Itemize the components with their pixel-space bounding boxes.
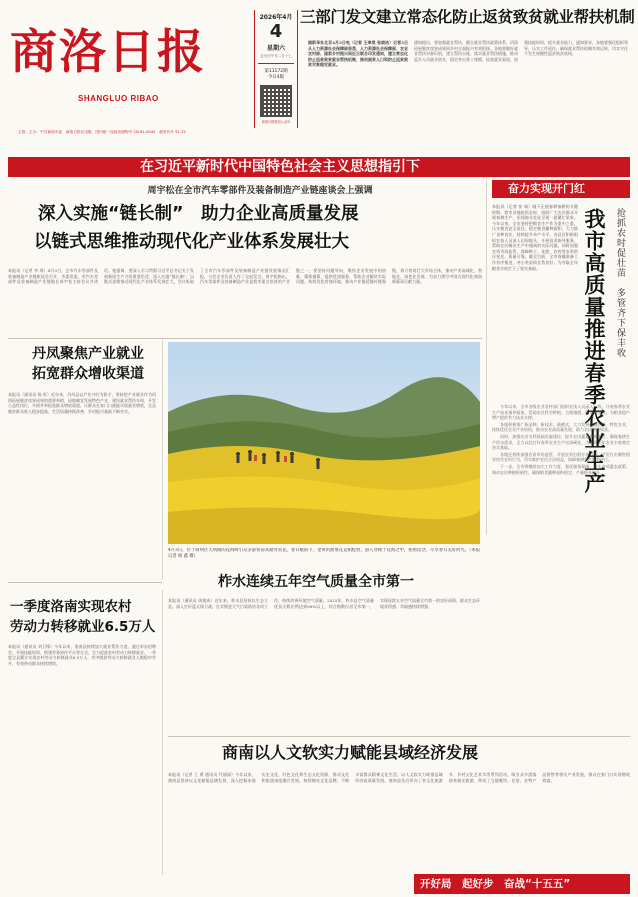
main-banner-text: 在习近平新时代中国特色社会主义思想指引下 [140,159,420,175]
sidebar-lead [492,204,578,400]
lunar-date: 农历丙午年二月十七 [260,54,292,58]
luonan-body: 本报讯（通讯员 刘卫锋）今年以来，洛南县持续加大就业帮扶力度，通过举办招聘会、开展技能培训、搭建劳务协作平台等方式，全力促进农村劳动力转移就业。一季度全县累计实现农村劳动力转移就业6.5万人，其中脱贫劳动力转移就业人数稳中有升，有效带动群众持续增收。 [8,644,156,666]
masthead-logo: 商洛日报 [10,25,206,80]
left-column-divider [162,340,163,580]
sidebar-headline-main[interactable]: 我市高质量推进春季农业生产 [582,208,606,494]
masthead [0,0,638,158]
culture-divider [168,736,630,737]
qr-code[interactable] [260,85,292,117]
sidebar-divider [486,180,487,535]
date-day: 4 [269,21,283,42]
page-count: 今日4版 [267,75,285,80]
sidebar-headline-sub: 抢抓农时促壮苗 多管齐下保丰收 [615,208,625,358]
date-year-month: 2026年4月 [259,14,293,21]
feature-headline-1[interactable]: 深入实施“链长制” 助力企业高质量发展 [38,204,359,224]
culture-headline[interactable]: 商南以人文软实力赋能县域经济发展 [222,743,479,762]
top-story-lead: 据新华社北京4月3日电（记者 王聿昊 张晓洁）记者3日从人力资源社会保障部获悉，人力资源社会保障部、农业农村部、国家乡村振兴局近日联合印发通知，建立常态化防止返贫致贫就业帮扶机制，推动脱贫人口和防止返贫致贫对象稳定就业。 [308,40,408,68]
air-headline[interactable]: 柞水连续五年空气质量全市第一 [218,574,414,590]
issue-number: 第11172期 [264,69,288,74]
luonan-divider [8,582,162,583]
top-story-body: 通知提出，要加强就业帮扶，健全就业帮扶政策体系，巩固拓展脱贫攻坚成果同乡村全面振兴有效衔接。各地要做好就业帮扶对象识别，建立帮扶台账，落实就业帮扶措施，推动返乡人员就业创业，稳定外出务工规模，拓宽就业渠道，加强技能培训，提升就业能力。通知要求，各地要强化组织领导，压实工作责任，确保就业帮扶机制有效运转，切实守住不发生规模性返贫致贫底线。 [414,40,628,62]
news-photo[interactable] [168,342,480,544]
culture-body: 本报讯（记者 王 勇 通讯员 代丽丽）今年以来，商南县坚持以文化赋能县域发展，深入挖掘本地历史文化、红色文化和生态文化资源，推动文化和旅游深度融合发展，持续擦亮文化品牌，不断丰富群众精神文化生活，以人文软实力助推县域经济高质量发展。商南县先后举办了茶文化旅游节、乡村文化艺术节等系列活动，吸引众多游客前来观光旅游，带动了当地餐饮、住宿、农特产品销售等相关产业发展，群众在家门口实现增收致富。 [168,772,630,783]
feature-headline-2[interactable]: 以链式思维推动现代化产业体系发展壮大 [34,232,349,252]
date-box [254,10,298,128]
photo-caption: 4月3日，位于商州区大荆镇的花海吸引众多游客前来踏青赏花。春日暖阳下，金黄的油菜花竞相绽放，游人穿梭于花海之中，拍照留念，尽享春日美好时光。（本报记者 杨 鑫 摄） [168,548,480,559]
top-story [300,6,635,152]
lower-left-divider [162,590,163,875]
sponsor-line: 主管、主办：中共商洛市委 商洛日报社出版 国内统一连续出版物号 CN 61-0045 邮发代号 51-32 [18,130,186,134]
luonan-headline-1[interactable]: 一季度洛南实现农村 [10,599,132,615]
footer-banner-text: 开好局 起好步 奋战“十五五” [420,878,571,890]
air-body: 本报讯（通讯员 周建成）近年来，柞水县坚持以生态立县，深入打好蓝天保卫战，扎实推进大气污染防治各项工作，持续改善环境空气质量。2025年，柞水县空气质量优良天数比例达到98%以上，综合指数位居全市第一，实现连续五年空气质量全市第一的良好成绩，群众生态环境获得感、幸福感持续增强。 [168,598,480,609]
top-story-headline[interactable]: 三部门发文建立常态化防止返贫致贫就业帮扶机制 [300,8,635,26]
danfeng-headline-2[interactable]: 拓宽群众增收渠道 [32,366,144,382]
luonan-headline-2[interactable]: 劳动力转移就业6.5万人 [10,619,156,635]
sidebar-body-continued: 今年以来，全市各级农业农村部门组织农技人员深入一线，开展春季农业生产技术指导服务，帮助农民科学种植、合理施肥、防治病虫害，为粮食稳产增产提供有力技术支撑。 各地积极推广新品种、新技术、新模式，大力发展设施农业、特色农业，持续优化农业产业结构，推动农业高质量发展，助力农民增收致富。 同时，加强农田水利基础设施建设，提升农田灌溉保障能力，确保春耕生产用水需求，全力以赴打好春季农业生产这场硬仗，为实现全年农业丰收奠定坚实基础。 各地还持续加强农资市场监管，开展农资打假专项行动，严厉打击制售假冒伪劣农资行为，切实维护农民合法权益，保障春耕生产顺利进行。 下一步，全市将继续加大工作力度，强化服务保障，落实各项惠农政策，调动农民种粮积极性，确保粮食播种面积稳定、产量稳步提升。 [492,404,630,475]
photo-scene [168,342,480,544]
feature-divider [8,338,482,339]
masthead-pinyin: SHANGLUO RIBAO [78,94,159,103]
sidebar-banner-text: 奋力实现开门红 [508,182,585,195]
danfeng-body: 本报讯（通讯员 陈 彤）近年来，丹凤县以产业兴旺为抓手，坚持把产业就业作为巩固拓展脱贫攻坚成果的重要举措，因地制宜发展特色产业，建设就业帮扶车间，开发公益性岗位，多措并举拓宽群众增收渠道，让群众在家门口就能实现就业增收，全县脱贫群众收入稳步提高，生活质量持续改善，乡村振兴基础不断夯实。 [8,392,156,414]
sidebar-body: 本报讯（记者 张 瑞）眼下正值春耕备耕的关键时期，我市各地抢抓农时，组织广大农民群众开展春耕生产，田间地头处处呈现一派繁忙景象。今年以来，全市坚持把粮食生产作为重中之重，压实粮食安全责任，稳定粮食播种面积，大力推广良种良法，持续提升单产水平。各县区积极组织农技人员深入田间地头，开展技术指导服务，帮助农民解决生产中遇到的实际问题。同时加强农资市场监管，保障种子、化肥、农药等农资供应充足、质量可靠。截至目前，全市春播准备工作有序推进，冬小麦苗情长势良好，为夺取全年粮食丰收打下了坚实基础。 [492,204,578,271]
qr-caption: 商洛日报微信公众号 [261,120,291,124]
feature-body: 本报讯（记者 李 琼）4月3日，全市汽车零部件及装备制造产业链座谈会召开，市委常委、市汽车零部件及装备制造产业链链长周宇松主持会议并讲话。他强调，要深入学习贯彻习近平总书记关于发展新质生产力的重要论述，深入实施“链长制”，以链式思维推动现代化产业体系发展壮大。会议听取了全市汽车零部件及装备制造产业链发展情况汇报，与会企业负责人作了交流发言。周宇松指出，汽车零部件及装备制造产业是我市重点培育的产业链之一，要坚持问题导向，聚焦企业发展中的困难，精准施策，提供优质服务，帮助企业解决实际问题，持续优化营商环境，推动产业链延链补链强链，着力培育壮大市场主体，推动产业高端化、智能化、绿色化发展，为奋力谱写中国式现代化商洛新篇章贡献力量。 [8,268,482,285]
feature-kicker: 周宇松在全市汽车零部件及装备制造产业链座谈会上强调 [147,186,373,196]
weekday: 星期六 [266,45,285,52]
danfeng-headline-1[interactable]: 丹凤聚焦产业就业 [32,346,144,362]
